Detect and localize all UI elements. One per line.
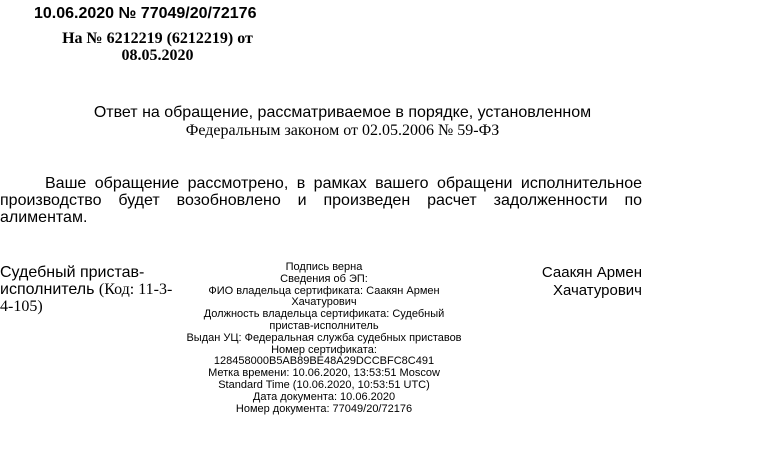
signatory-name: Саакян Армен Хачатурович <box>541 264 642 299</box>
post-line-1: Судебный пристав- <box>0 264 145 281</box>
post-code: (Код: 11-3-4-105) <box>0 281 173 315</box>
reference-line-1: На № 6212219 (6212219) от <box>62 30 253 47</box>
document-date-number: 10.06.2020 № 77049/20/72176 <box>34 5 257 22</box>
stamp-title: Подпись верна <box>285 261 363 273</box>
stamp-info-header: Сведения об ЭП: <box>280 272 368 285</box>
stamp-timestamp: Метка времени: 10.06.2020, 13:53:51 Moscow Standard Time (10.06.2020, 10:53:51 UTC) <box>208 367 440 391</box>
post-line-2: исполнитель <box>0 281 95 298</box>
body-text <box>0 175 642 226</box>
electronic-signature-stamp <box>186 262 462 415</box>
reference-number <box>40 30 275 64</box>
body-paragraph: Ваше обращение рассмотрено, в рамках вашего обращени исполнительное производство будет возобновлено и произведен расчет задолженности по алиментам. <box>0 175 642 226</box>
signatory-post <box>0 264 182 315</box>
stamp-issuer: Выдан УЦ: Федеральная служба судебных приставов <box>186 331 462 344</box>
stamp-cert-number: 128458000B5AB89BE48A29DCCBFC8C491 <box>213 355 435 368</box>
stamp-position: Должность владельца сертификата: Судебный пристав-исполнитель <box>203 308 445 332</box>
subject-heading <box>60 104 625 140</box>
stamp-owner: ФИО владельца сертификата: Саакян Армен Хачатурович <box>208 284 440 309</box>
stamp-cert-label: Номер сертификата: <box>271 343 377 356</box>
stamp-doc-number: Номер документа: 77049/20/72176 <box>235 402 413 415</box>
subject-line-1: Ответ на обращение, рассматриваемое в порядке, установленном <box>93 104 592 121</box>
reference-line-2: 08.05.2020 <box>121 47 194 64</box>
subject-line-2: Федеральным законом от 02.05.2006 № 59-ФЗ <box>185 122 500 139</box>
stamp-doc-date: Дата документа: 10.06.2020 <box>252 390 396 403</box>
